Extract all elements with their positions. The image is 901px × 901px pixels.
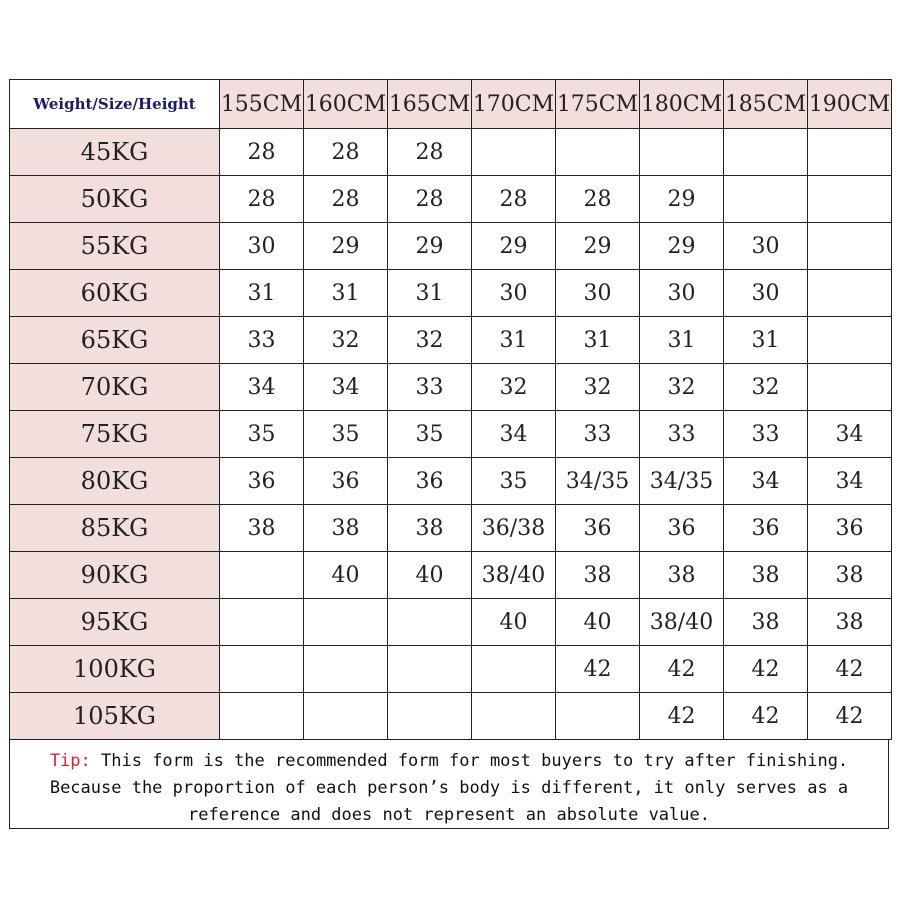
corner-label: Weight/Size/Height [10, 80, 220, 129]
size-cell [388, 693, 472, 740]
size-cell: 31 [220, 270, 304, 317]
table-row [10, 223, 892, 270]
size-cell: 31 [556, 317, 640, 364]
size-cell [304, 693, 388, 740]
size-cell [808, 223, 892, 270]
weight-label: 45KG [10, 129, 220, 176]
size-cell [220, 552, 304, 599]
size-cell: 32 [304, 317, 388, 364]
size-cell: 32 [472, 364, 556, 411]
weight-label: 95KG [10, 599, 220, 646]
weight-label: 50KG [10, 176, 220, 223]
size-cell: 30 [724, 270, 808, 317]
height-header: 160CM [304, 80, 388, 129]
table-row [10, 129, 892, 176]
size-cell [388, 646, 472, 693]
size-cell: 42 [808, 693, 892, 740]
size-cell: 28 [304, 129, 388, 176]
weight-label: 90KG [10, 552, 220, 599]
size-cell: 28 [388, 176, 472, 223]
size-cell: 34 [808, 411, 892, 458]
size-cell: 29 [556, 223, 640, 270]
height-header: 170CM [472, 80, 556, 129]
size-cell: 38/40 [472, 552, 556, 599]
size-cell: 36 [388, 458, 472, 505]
size-cell: 33 [640, 411, 724, 458]
size-cell: 38 [556, 552, 640, 599]
size-cell: 40 [388, 552, 472, 599]
size-cell: 36 [724, 505, 808, 552]
size-cell [808, 270, 892, 317]
table-row [10, 317, 892, 364]
size-cell: 28 [472, 176, 556, 223]
size-cell [556, 129, 640, 176]
size-cell: 31 [304, 270, 388, 317]
size-cell: 36 [304, 458, 388, 505]
size-cell: 29 [640, 176, 724, 223]
size-cell: 34 [724, 458, 808, 505]
size-cell: 38 [808, 552, 892, 599]
size-cell [640, 129, 724, 176]
size-cell: 30 [220, 223, 304, 270]
size-cell: 36 [640, 505, 724, 552]
weight-label: 70KG [10, 364, 220, 411]
table-row [10, 458, 892, 505]
size-cell: 30 [556, 270, 640, 317]
size-cell [388, 599, 472, 646]
weight-label: 55KG [10, 223, 220, 270]
size-cell [472, 129, 556, 176]
size-cell: 38 [220, 505, 304, 552]
size-cell: 35 [220, 411, 304, 458]
size-cell: 35 [304, 411, 388, 458]
size-cell: 29 [304, 223, 388, 270]
size-cell: 42 [724, 693, 808, 740]
height-header: 155CM [220, 80, 304, 129]
size-cell [808, 364, 892, 411]
size-cell: 32 [556, 364, 640, 411]
size-cell: 36/38 [472, 505, 556, 552]
size-cell: 33 [388, 364, 472, 411]
size-cell [556, 693, 640, 740]
height-header: 165CM [388, 80, 472, 129]
size-cell [808, 176, 892, 223]
size-cell: 30 [724, 223, 808, 270]
size-chart-table [9, 79, 892, 740]
header-row [10, 80, 892, 129]
size-cell: 34 [472, 411, 556, 458]
size-cell [220, 599, 304, 646]
size-cell: 38/40 [640, 599, 724, 646]
size-cell: 34/35 [640, 458, 724, 505]
size-cell: 33 [556, 411, 640, 458]
size-cell: 31 [388, 270, 472, 317]
size-cell [724, 176, 808, 223]
size-cell: 30 [640, 270, 724, 317]
size-cell [472, 646, 556, 693]
size-cell: 40 [472, 599, 556, 646]
size-cell: 32 [388, 317, 472, 364]
table-row [10, 599, 892, 646]
tip-label: Tip: [49, 751, 91, 771]
size-cell: 33 [220, 317, 304, 364]
size-cell: 42 [724, 646, 808, 693]
size-cell: 42 [640, 693, 724, 740]
size-cell: 35 [472, 458, 556, 505]
size-cell: 38 [304, 505, 388, 552]
size-cell: 31 [724, 317, 808, 364]
table-row [10, 364, 892, 411]
size-cell: 36 [556, 505, 640, 552]
size-cell: 28 [304, 176, 388, 223]
table-row [10, 646, 892, 693]
table-row [10, 552, 892, 599]
size-cell [304, 646, 388, 693]
size-cell: 36 [220, 458, 304, 505]
size-cell [472, 693, 556, 740]
size-cell: 28 [220, 129, 304, 176]
tip-box [9, 740, 889, 829]
height-header: 180CM [640, 80, 724, 129]
size-cell: 28 [220, 176, 304, 223]
size-cell: 29 [472, 223, 556, 270]
table-row [10, 693, 892, 740]
size-cell: 42 [808, 646, 892, 693]
table-row [10, 411, 892, 458]
size-cell [304, 599, 388, 646]
size-cell: 29 [640, 223, 724, 270]
size-cell: 40 [556, 599, 640, 646]
table-row [10, 505, 892, 552]
table-row [10, 270, 892, 317]
size-cell: 36 [808, 505, 892, 552]
size-cell: 34 [304, 364, 388, 411]
weight-label: 100KG [10, 646, 220, 693]
size-cell: 38 [388, 505, 472, 552]
size-cell: 32 [724, 364, 808, 411]
size-cell: 34 [220, 364, 304, 411]
size-cell: 28 [388, 129, 472, 176]
size-cell [220, 646, 304, 693]
size-cell: 42 [556, 646, 640, 693]
weight-label: 60KG [10, 270, 220, 317]
size-cell: 40 [304, 552, 388, 599]
weight-label: 105KG [10, 693, 220, 740]
size-cell: 38 [640, 552, 724, 599]
size-cell: 38 [724, 599, 808, 646]
size-cell [808, 129, 892, 176]
size-cell: 31 [472, 317, 556, 364]
size-cell: 30 [472, 270, 556, 317]
size-cell: 38 [808, 599, 892, 646]
height-header: 185CM [724, 80, 808, 129]
size-cell [220, 693, 304, 740]
weight-label: 80KG [10, 458, 220, 505]
size-cell: 34 [808, 458, 892, 505]
size-cell: 38 [724, 552, 808, 599]
size-chart-body [10, 80, 892, 740]
size-cell: 42 [640, 646, 724, 693]
size-cell: 33 [724, 411, 808, 458]
tip-text: This form is the recommended form for most buyers to try after finishing. Because the proportion of each person’s body is different, it only serves as a reference and does not represent an absolute value. [49, 751, 849, 825]
size-cell: 31 [640, 317, 724, 364]
size-cell: 28 [556, 176, 640, 223]
size-cell [724, 129, 808, 176]
size-chart-container [9, 79, 891, 829]
size-cell: 29 [388, 223, 472, 270]
table-row [10, 176, 892, 223]
weight-label: 75KG [10, 411, 220, 458]
size-cell [808, 317, 892, 364]
height-header: 175CM [556, 80, 640, 129]
size-cell: 34/35 [556, 458, 640, 505]
weight-label: 65KG [10, 317, 220, 364]
size-cell: 35 [388, 411, 472, 458]
size-cell: 32 [640, 364, 724, 411]
height-header: 190CM [808, 80, 892, 129]
weight-label: 85KG [10, 505, 220, 552]
